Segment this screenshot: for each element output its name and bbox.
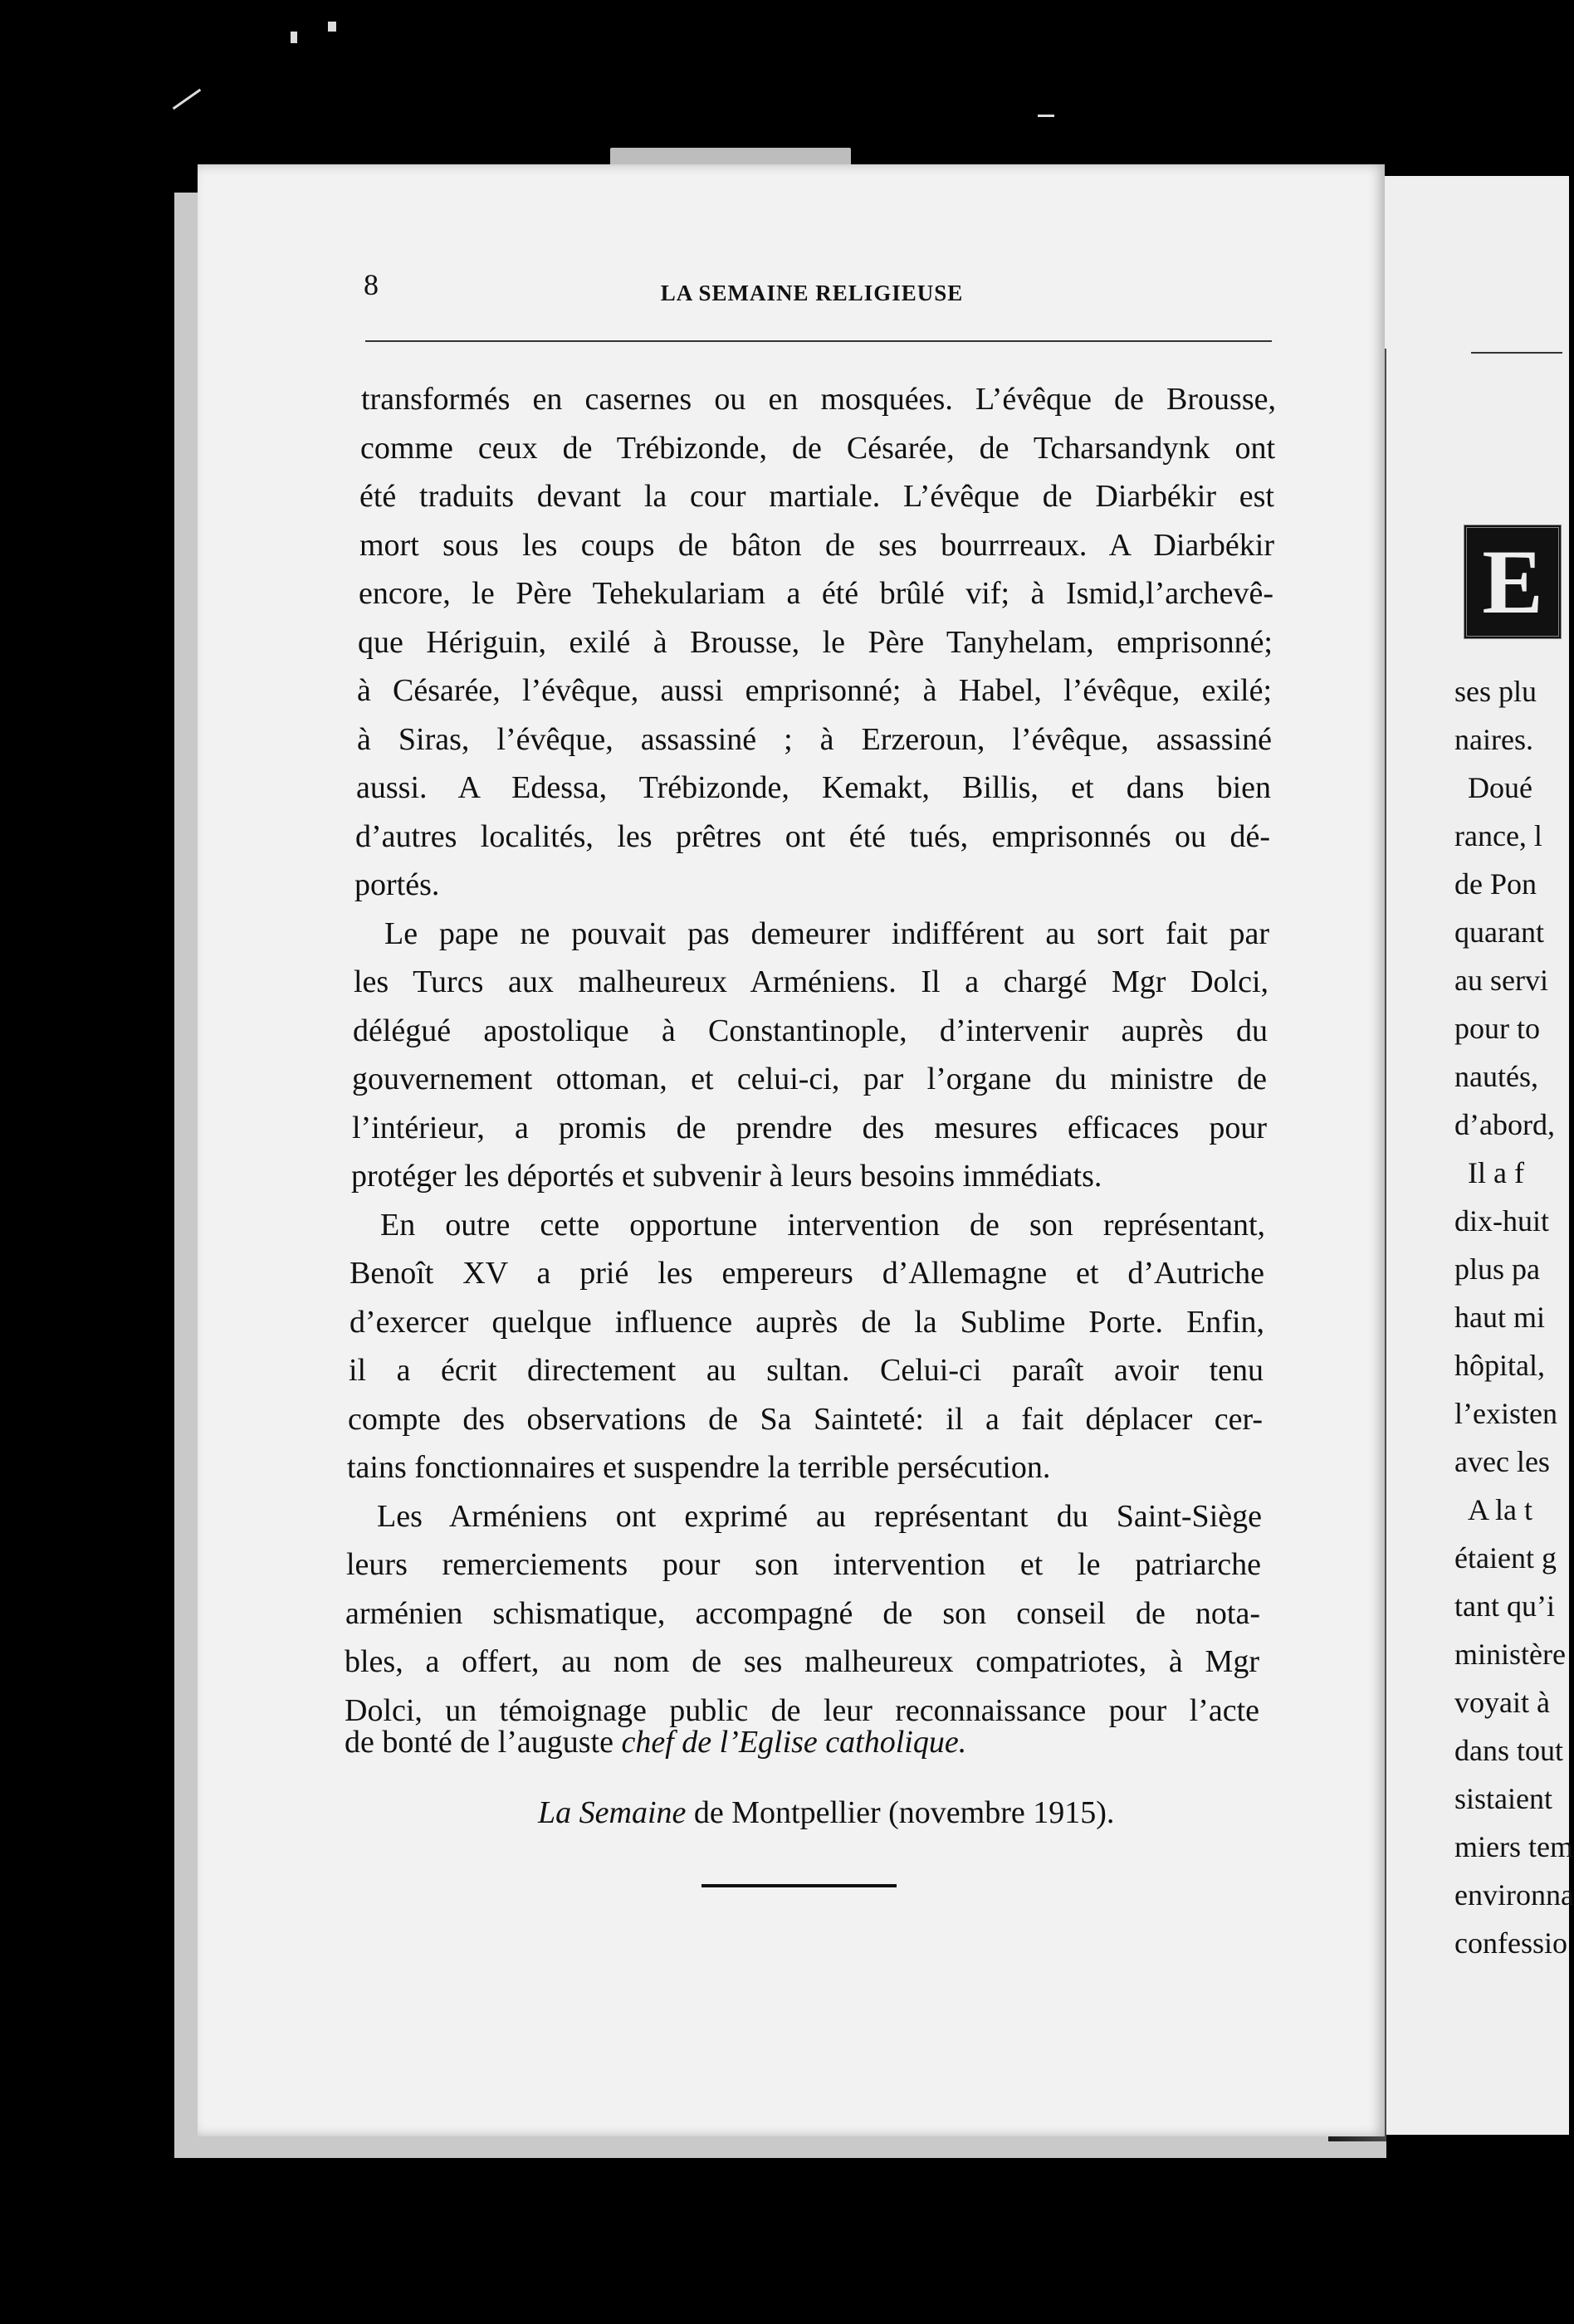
- body-line: été traduits devant la cour martiale. L’évêque de Diarbékir est: [359, 479, 1274, 514]
- facing-line: haut mi: [1454, 1301, 1545, 1334]
- body-line: Les Arméniens ont exprimé au représentant du Saint-Siège: [377, 1499, 1262, 1534]
- scan-speck: [328, 22, 336, 32]
- article-last-line: [345, 1726, 966, 1758]
- facing-line: quarant: [1454, 915, 1544, 949]
- page-number: 8: [364, 268, 379, 301]
- facing-line: d’abord,: [1454, 1108, 1555, 1141]
- body-line: l’intérieur, a promis de prendre des mesures efficaces pour: [352, 1111, 1267, 1145]
- body-line: arménien schismatique, accompagné de son conseil de nota-: [345, 1596, 1260, 1631]
- facing-line: ses plu: [1454, 675, 1537, 708]
- body-line: Dolci, un témoignage public de leur reconnaissance pour l’acte: [345, 1693, 1259, 1728]
- body-line: bles, a offert, au nom de ses malheureux compatriotes, à Mgr: [345, 1644, 1259, 1679]
- body-line: d’autres localités, les prêtres ont été tués, emprisonnés ou dé-: [355, 819, 1270, 854]
- facing-line: ministère: [1454, 1638, 1566, 1671]
- body-line: mort sous les coups de bâton de ses bourrreaux. A Diarbékir: [359, 528, 1274, 563]
- facing-line: miers tem: [1454, 1830, 1573, 1863]
- facing-line: Il a f: [1468, 1156, 1524, 1189]
- facing-line: naires.: [1454, 723, 1533, 756]
- facing-line: rance, l: [1454, 819, 1542, 852]
- body-line: gouvernement ottoman, et celui-ci, par l’organe du ministre de: [352, 1062, 1267, 1096]
- facing-page-rule: [1471, 352, 1562, 354]
- facing-line: l’existen: [1454, 1397, 1557, 1430]
- facing-line: avec les: [1454, 1445, 1550, 1478]
- facing-line: confessio: [1454, 1926, 1567, 1960]
- body-line: Le pape ne pouvait pas demeurer indifférent au sort fait par: [384, 916, 1269, 951]
- body-line: aussi. A Edessa, Trébizonde, Kemakt, Billis, et dans bien: [356, 770, 1271, 805]
- facing-line: A la t: [1468, 1493, 1532, 1526]
- body-line: portés.: [354, 867, 440, 902]
- body-line: encore, le Père Tehekulariam a été brûlé vif; à Ismid,l’archevê-: [359, 576, 1273, 611]
- facing-line: dans tout: [1454, 1734, 1563, 1767]
- citation-details: de Montpellier (novembre 1915).: [686, 1795, 1115, 1830]
- body-line: les Turcs aux malheureux Arméniens. Il a chargé Mgr Dolci,: [354, 964, 1268, 999]
- facing-line: voyait à: [1454, 1686, 1550, 1719]
- citation-publication: La Semaine: [538, 1795, 687, 1830]
- source-citation: [538, 1794, 1235, 1831]
- body-line: il a écrit directement au sultan. Celui-ci paraît avoir tenu: [349, 1353, 1264, 1388]
- facing-line: pour to: [1454, 1012, 1540, 1045]
- facing-line: au servi: [1454, 964, 1548, 997]
- facing-line: plus pa: [1454, 1252, 1540, 1286]
- scan-speck: [291, 32, 297, 43]
- facing-line: Doué: [1468, 771, 1532, 804]
- body-line: d’exercer quelque influence auprès de la Sublime Porte. Enfin,: [350, 1305, 1264, 1340]
- body-line: protéger les déportés et subvenir à leurs besoins immédiats.: [351, 1159, 1102, 1194]
- facing-line: environna: [1454, 1878, 1574, 1911]
- header-rule: [365, 340, 1272, 342]
- body-line: transformés en casernes ou en mosquées. L’évêque de Brousse,: [361, 382, 1276, 417]
- body-line: comme ceux de Trébizonde, de Césarée, de Tcharsandynk ont: [360, 431, 1275, 466]
- body-line: délégué apostolique à Constantinople, d’intervenir auprès du: [353, 1013, 1268, 1048]
- body-line: leurs remerciements pour son intervention et le patriarche: [346, 1547, 1261, 1582]
- body-line: compte des observations de Sa Sainteté: il a fait déplacer cer-: [348, 1402, 1263, 1437]
- scan-speck: [173, 89, 201, 110]
- body-line: tains fonctionnaires et suspendre la terrible persécution.: [347, 1450, 1051, 1485]
- running-title: LA SEMAINE RELIGIEUSE: [660, 281, 964, 305]
- body-line: que Hériguin, exilé à Brousse, le Père Tanyhelam, emprisonné;: [358, 625, 1273, 660]
- drop-cap: E: [1464, 525, 1562, 639]
- last-line-text: de bonté de l’auguste: [345, 1725, 622, 1760]
- scan-speck: [1038, 115, 1054, 117]
- end-rule: [701, 1884, 897, 1887]
- body-line: En outre cette opportune intervention de son représentant,: [380, 1208, 1265, 1243]
- facing-line: hôpital,: [1454, 1349, 1545, 1382]
- facing-line: sistaient: [1454, 1782, 1552, 1815]
- facing-line: de Pon: [1454, 867, 1537, 901]
- facing-line: nautés,: [1454, 1060, 1538, 1093]
- body-line: Benoît XV a prié les empereurs d’Allemagne et d’Autriche: [350, 1256, 1264, 1291]
- last-line-italic: chef de l’Eglise catholique.: [621, 1725, 967, 1760]
- body-line: à Siras, l’évêque, assassiné ; à Erzeroun, l’évêque, assassiné: [357, 722, 1272, 757]
- facing-line: tant qu’i: [1454, 1589, 1555, 1623]
- facing-line: étaient g: [1454, 1541, 1557, 1575]
- facing-line: dix-huit: [1454, 1204, 1549, 1238]
- body-line: à Césarée, l’évêque, aussi emprisonné; à Habel, l’évêque, exilé;: [357, 673, 1272, 708]
